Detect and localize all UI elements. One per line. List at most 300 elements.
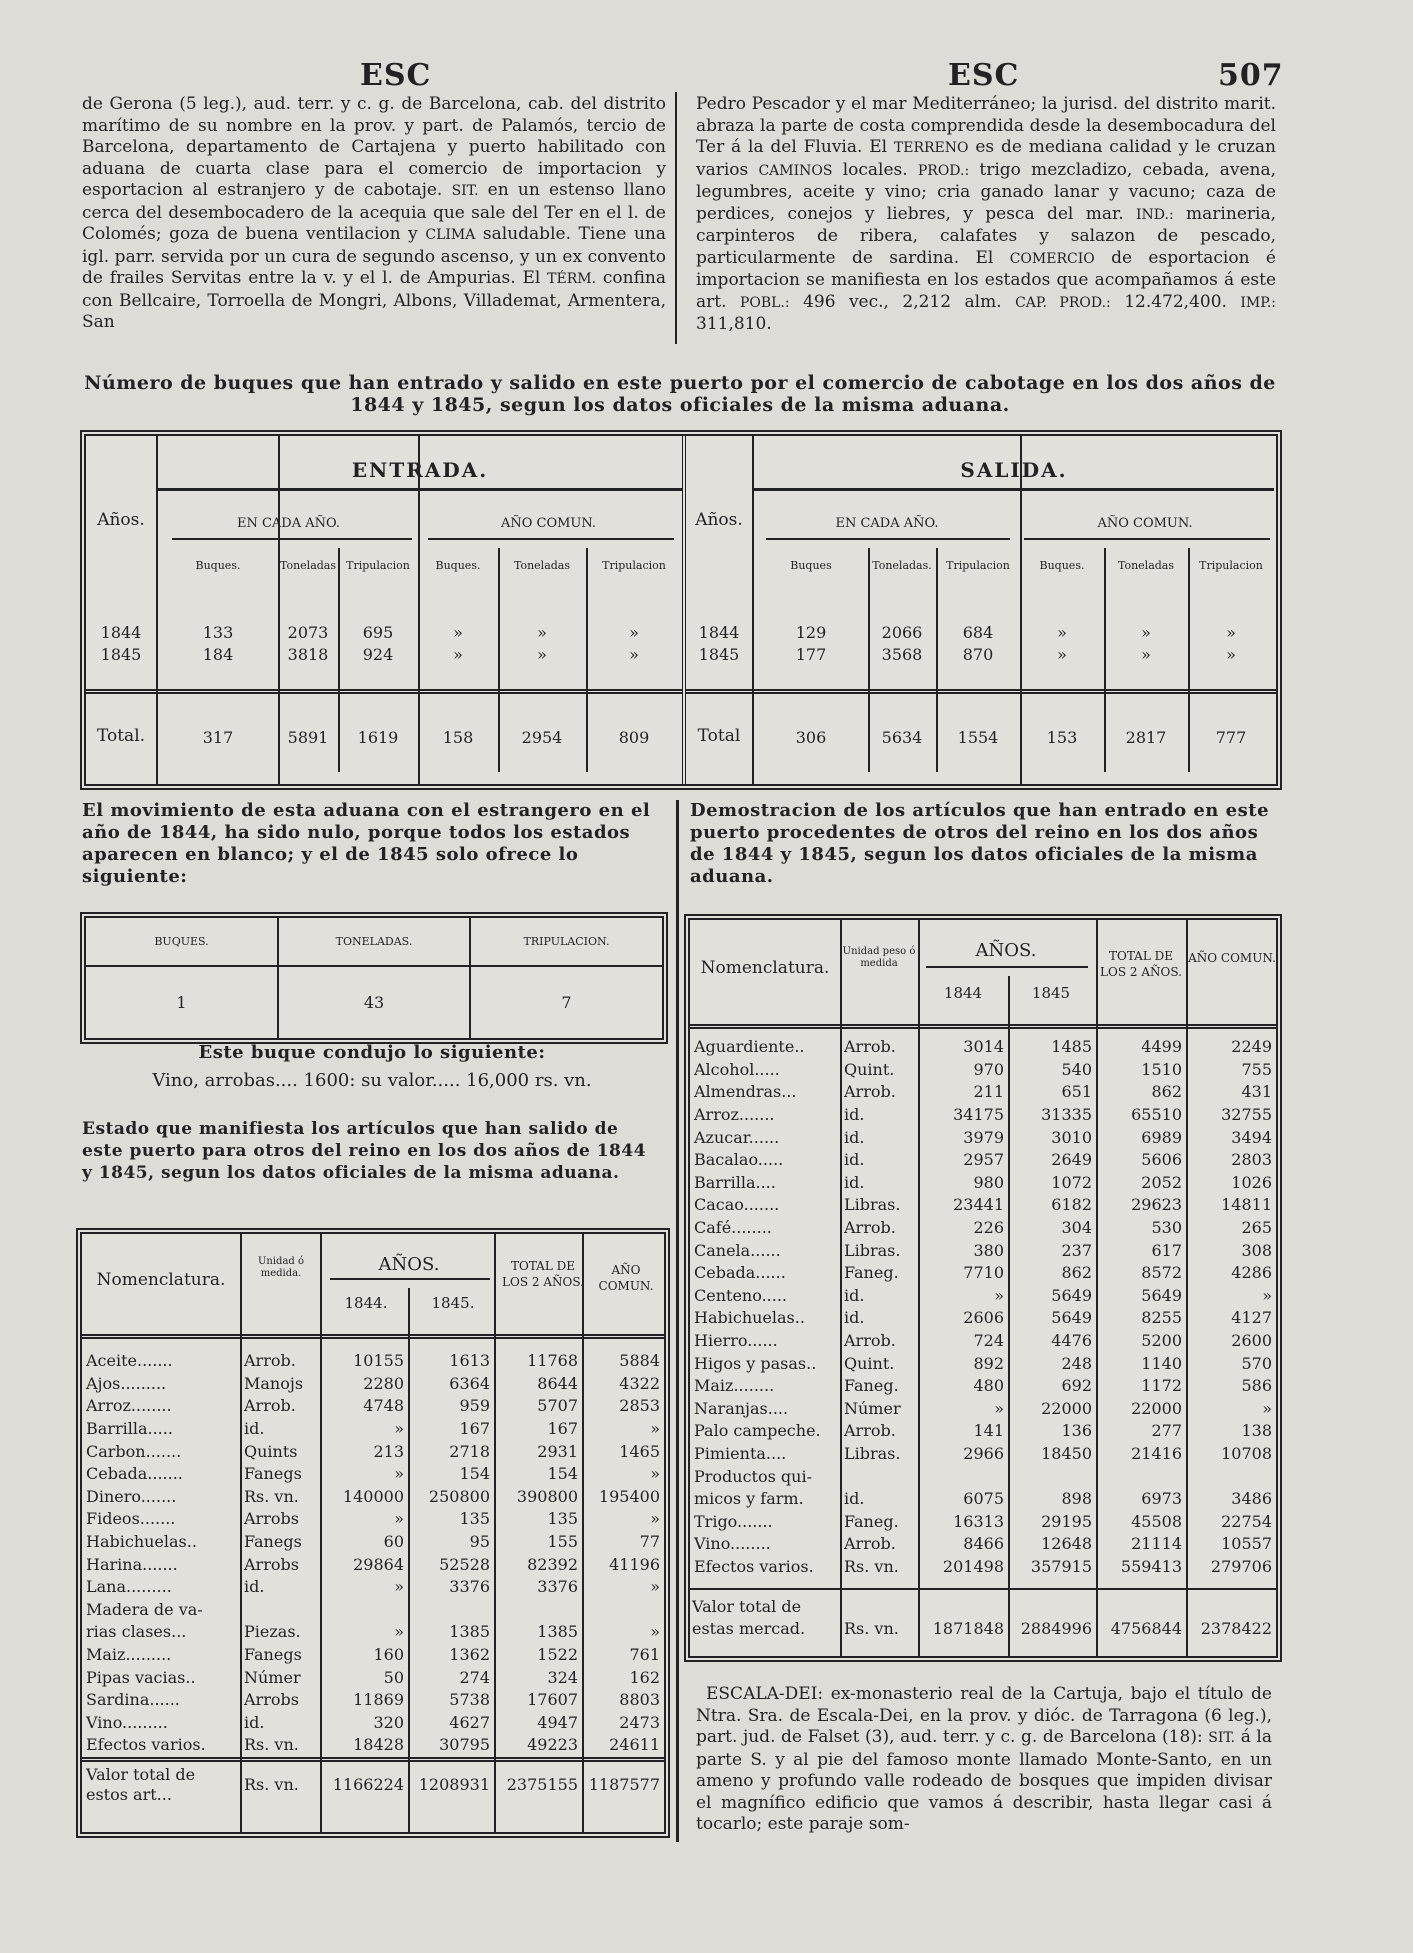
table-cell: » [453, 645, 463, 664]
value-cell: » [650, 1622, 660, 1642]
table-row [690, 1488, 1276, 1511]
table-cell: 684 [962, 623, 994, 642]
table-cell: 133 [202, 623, 234, 642]
value-cell: » [394, 1622, 404, 1642]
unit-cell: Faneg. [844, 1511, 899, 1531]
salidas-nomenclatura-header: Nomenclatura. [96, 1270, 226, 1290]
unit-cell: id. [844, 1285, 865, 1305]
unit-cell: Arrob. [244, 1351, 296, 1371]
value-cell: 21416 [1131, 1443, 1182, 1463]
toneladas-header: TONELADAS. [278, 918, 470, 966]
buques-value: 1 [86, 966, 278, 1038]
intro-text: 496 vec., 2,212 alm. [789, 291, 1016, 312]
table-row [690, 1059, 1276, 1082]
en-cada-ano-label-salida: EN CADA AÑO. [835, 516, 939, 531]
value-cell: 154 [547, 1464, 578, 1484]
table-cell: » [1226, 623, 1236, 642]
unit-cell: Arrob. [844, 1218, 896, 1238]
value-cell: 862 [1151, 1082, 1182, 1102]
item-name: Harina....... [86, 1554, 178, 1574]
table-row [690, 1239, 1276, 1262]
item-name: Vino........ [694, 1534, 771, 1554]
unit-cell: id. [844, 1105, 865, 1125]
value-cell [408, 1599, 494, 1622]
unit-cell: Quint. [844, 1353, 895, 1373]
unit-cell: id. [844, 1308, 865, 1328]
value-cell: 135 [459, 1509, 490, 1529]
value-cell: 898 [1061, 1489, 1092, 1509]
total-cell: 317 [202, 728, 234, 747]
item-name: Cebada....... [86, 1464, 183, 1484]
unit-cell: Faneg. [844, 1263, 899, 1283]
table-row [82, 1644, 664, 1667]
value-cell: 2249 [1231, 1037, 1272, 1057]
item-name: Ajos......... [86, 1373, 167, 1393]
year-cell: 1844 [100, 623, 142, 642]
value-cell: 390800 [516, 1486, 578, 1506]
value-cell [918, 1465, 1008, 1488]
intro-text: IMP.: [1240, 294, 1277, 311]
value-cell: 16313 [953, 1511, 1004, 1531]
table-row [690, 1443, 1276, 1466]
table-row [690, 1352, 1276, 1375]
item-name: Almendras... [694, 1082, 797, 1102]
column-header: Buques. [1039, 558, 1085, 572]
value-cell: 17607 [527, 1690, 578, 1710]
escala-dei-text: ESCALA-DEI: ex-monasterio real de la Cartuja, bajo el título de Ntra. Sra. de Escala-Dei, en la prov. y dióc. de Tarragona (6 leg.), part. jud. de Falset (3), aud. terr. y c. g. de Barcelona (18): [696, 1684, 1272, 1747]
value-cell: 2957 [963, 1150, 1004, 1170]
unit-cell: Arrob. [244, 1396, 296, 1416]
total-cell: 1208931 [408, 1759, 494, 1808]
table-row [82, 1599, 664, 1622]
total-cell: 5634 [881, 728, 923, 747]
value-cell: 1026 [1231, 1172, 1272, 1192]
value-cell: 31335 [1041, 1105, 1092, 1125]
salida-label: SALIDA. [960, 458, 1068, 482]
table-row [690, 1036, 1276, 1059]
value-cell: 1613 [449, 1351, 490, 1371]
unit-cell: Libras. [844, 1443, 901, 1463]
entrada-grid [158, 548, 682, 582]
item-name: Productos qui- [694, 1466, 812, 1486]
total-cell: Rs. vn. [240, 1759, 320, 1808]
value-cell: 2718 [449, 1441, 490, 1461]
value-cell: 160 [373, 1645, 404, 1665]
total-cell: 158 [442, 728, 474, 747]
buques-header: BUQUES. [86, 918, 278, 966]
value-cell: 530 [1151, 1218, 1182, 1238]
table-row [82, 1508, 664, 1531]
table-row [690, 1262, 1276, 1285]
column-header: Buques. [435, 558, 481, 572]
value-cell: 14811 [1221, 1195, 1272, 1215]
unit-cell: id. [844, 1150, 865, 1170]
value-cell: 135 [547, 1509, 578, 1529]
value-cell: 29195 [1041, 1511, 1092, 1531]
table-row [690, 1104, 1276, 1127]
value-cell: 167 [547, 1419, 578, 1439]
salidas-rows [82, 1350, 664, 1808]
unit-cell [840, 1465, 918, 1488]
table-row [690, 1172, 1276, 1195]
en-cada-ano-label: EN CADA AÑO. [236, 516, 341, 531]
entradas-total-label-2: estas mercad. [692, 1619, 806, 1638]
unit-cell: Arrobs [244, 1554, 299, 1574]
intro-left-column [82, 94, 666, 334]
intro-right-column [696, 94, 1276, 336]
total-cell: 1619 [357, 728, 399, 747]
table-row [82, 1553, 664, 1576]
value-cell: 10155 [353, 1351, 404, 1371]
value-cell: 10708 [1221, 1443, 1272, 1463]
value-cell: 21114 [1131, 1534, 1182, 1554]
intro-text: PROD.: [917, 162, 970, 179]
total-cell: 1187577 [582, 1759, 664, 1808]
total-cell: 2954 [521, 728, 563, 747]
item-name: Higos y pasas.. [694, 1353, 817, 1373]
table-cell: » [629, 623, 639, 642]
value-cell: 308 [1241, 1240, 1272, 1260]
value-cell: 320 [373, 1712, 404, 1732]
value-cell: » [994, 1398, 1004, 1418]
value-cell: 136 [1061, 1421, 1092, 1441]
entradas-anos-header: AÑOS. [975, 940, 1037, 961]
table-cell: 870 [962, 645, 994, 664]
value-cell: 11768 [527, 1351, 578, 1371]
table-row [690, 1149, 1276, 1172]
entrada-section [86, 436, 686, 784]
value-cell: 892 [973, 1353, 1004, 1373]
table-cell: » [1226, 645, 1236, 664]
item-name: Habichuelas.. [86, 1532, 197, 1552]
value-cell: 4127 [1231, 1308, 1272, 1328]
table-row [690, 1375, 1276, 1398]
table-cell: » [453, 623, 463, 642]
value-cell: 1385 [449, 1622, 490, 1642]
column-header: Buques. [195, 558, 241, 572]
value-cell: 138 [1241, 1421, 1272, 1441]
value-cell: 12648 [1041, 1534, 1092, 1554]
item-name: Efectos varios. [86, 1735, 206, 1755]
table-row [690, 1285, 1276, 1308]
table-cell: 3818 [287, 645, 329, 664]
table-row [690, 1510, 1276, 1533]
salida-section [686, 436, 1276, 784]
item-name: Pipas vacias.. [86, 1667, 196, 1687]
item-name: Sardina...... [86, 1690, 180, 1710]
table-row [82, 1395, 664, 1418]
total-cell: 5891 [287, 728, 329, 747]
table-row [158, 622, 682, 644]
table-row [82, 1440, 664, 1463]
table-row [690, 1533, 1276, 1556]
item-name: Madera de va- [86, 1599, 203, 1619]
value-cell: 60 [383, 1532, 404, 1552]
value-cell: 201498 [942, 1556, 1004, 1576]
item-name: Fideos....... [86, 1509, 176, 1529]
item-name: Arroz........ [86, 1396, 172, 1416]
value-cell: 5738 [449, 1690, 490, 1710]
value-cell: 980 [973, 1172, 1004, 1192]
value-cell: 1522 [537, 1645, 578, 1665]
table-cell: » [537, 645, 547, 664]
intro-text: IND.: [1136, 206, 1174, 223]
item-name: Cacao....... [694, 1195, 780, 1215]
entradas-total-label-1: Valor total de [692, 1597, 802, 1616]
value-cell: 141 [973, 1421, 1004, 1441]
item-name: Café........ [694, 1218, 772, 1238]
unit-cell: Manojs [244, 1373, 304, 1393]
value-cell: 431 [1241, 1082, 1272, 1102]
item-name: Carbon....... [86, 1441, 182, 1461]
column-header: Tripulacion [346, 558, 410, 572]
value-cell: 3979 [963, 1127, 1004, 1147]
total-cell: 2375155 [494, 1759, 582, 1808]
intro-text: Pedro Pescador y el mar Mediterráneo; la jurisd. del distrito marit. abraza la parte de costa comprendida desde la desembocadura del Ter á la del Fluvia. El [696, 94, 1276, 157]
table-cell: » [1141, 623, 1151, 642]
unit-cell: id. [244, 1577, 265, 1597]
table-row [754, 622, 1274, 644]
table-cell: 924 [362, 645, 394, 664]
table-row [82, 1621, 664, 1644]
item-name: Lana......... [86, 1577, 172, 1597]
value-cell: » [1262, 1398, 1272, 1418]
value-cell: 959 [459, 1396, 490, 1416]
value-cell: 211 [973, 1082, 1004, 1102]
total-salida-label: Total [697, 726, 741, 746]
value-cell: 2966 [963, 1443, 1004, 1463]
value-cell: 32755 [1221, 1105, 1272, 1125]
intro-text: es de mediana calidad y le cruzan varios [696, 137, 1276, 180]
table1-title: Número de buques que han entrado y salido en este puerto por el comercio de cabotage en los dos años de 1844 y 1845, segun los datos oficiales de la misma aduana. [84, 372, 1276, 416]
salidas-table [76, 1228, 670, 1838]
entradas-total-header: TOTAL DE LOS 2 AÑOS. [1100, 949, 1182, 979]
item-name: Azucar...... [694, 1127, 780, 1147]
table-cell: » [1141, 645, 1151, 664]
value-cell: 2606 [963, 1308, 1004, 1328]
page-number: 507 [1218, 58, 1284, 93]
value-cell: » [650, 1464, 660, 1484]
salida-grid [754, 548, 1274, 582]
column-divider [675, 92, 677, 344]
value-cell: 277 [1151, 1421, 1182, 1441]
value-cell: 559413 [1120, 1556, 1182, 1576]
value-cell: 1362 [449, 1645, 490, 1665]
value-cell: 6182 [1051, 1195, 1092, 1215]
value-cell: 2473 [619, 1712, 660, 1732]
value-cell: 4499 [1141, 1037, 1182, 1057]
ano-comun-label: AÑO COMUN. [500, 516, 597, 531]
salidas-y2-header: 1845. [431, 1294, 475, 1312]
header-left: ESC [360, 58, 432, 93]
column-header: Buques [790, 558, 832, 572]
escala-dei-paragraph [696, 1684, 1272, 1836]
unit-cell: Arrob. [844, 1082, 896, 1102]
intro-text: COMERCIO [1009, 250, 1095, 267]
table-row [82, 1712, 664, 1735]
total-cell: 777 [1215, 728, 1247, 747]
value-cell: 22754 [1221, 1511, 1272, 1531]
salidas-anos-header: AÑOS. [378, 1254, 440, 1275]
value-cell: 5200 [1141, 1331, 1182, 1351]
total-cell: 306 [795, 728, 827, 747]
value-cell: 250800 [428, 1486, 490, 1506]
column-header: Toneladas. [872, 558, 932, 572]
extranjero-title: El movimiento de esta aduana con el estrangero en el año de 1844, ha sido nulo, porque todos los estados aparecen en blanco; y el de 1845 solo ofrece lo siguiente: [82, 800, 651, 887]
intro-text: marineria, carpinteros de ribera, calafates y salazon de pescado, particularmente de sardina. El [696, 203, 1276, 268]
column-header: Tripulacion [1199, 558, 1263, 572]
intro-text: 311,810. [696, 314, 772, 334]
item-name: micos y farm. [694, 1489, 804, 1509]
intro-text: CAP. PROD.: [1015, 294, 1111, 311]
table-row [690, 1081, 1276, 1104]
value-cell: 480 [973, 1376, 1004, 1396]
item-name: Centeno..... [694, 1285, 787, 1305]
value-cell: 5649 [1141, 1285, 1182, 1305]
year-cell: 1844 [698, 623, 740, 642]
value-cell: 570 [1241, 1353, 1272, 1373]
value-cell: 6989 [1141, 1127, 1182, 1147]
value-cell: 4322 [619, 1373, 660, 1393]
year-cell: 1845 [698, 645, 740, 664]
ano-comun-label-salida: AÑO COMUN. [1097, 516, 1193, 531]
value-cell: 3010 [1051, 1127, 1092, 1147]
item-name: Pimienta.... [694, 1443, 787, 1463]
table-row [690, 1398, 1276, 1421]
year-cell: 1845 [100, 645, 142, 664]
salidas-y1-header: 1844. [344, 1294, 388, 1312]
value-cell: 274 [459, 1667, 490, 1687]
item-name: rias clases... [86, 1622, 187, 1642]
intro-text: SIT. [451, 183, 479, 199]
value-cell: 724 [973, 1331, 1004, 1351]
table-row [158, 644, 682, 666]
value-cell: 6364 [449, 1373, 490, 1393]
buque-line: Vino, arrobas.... 1600: su valor..... 16,000 rs. vn. [152, 1070, 592, 1091]
intro-text: 12.472,400. [1110, 291, 1241, 312]
cabotage-table [80, 430, 1282, 790]
unit-cell: id. [844, 1172, 865, 1192]
value-cell: 5649 [1051, 1308, 1092, 1328]
value-cell: 304 [1061, 1218, 1092, 1238]
item-name: Hierro...... [694, 1331, 778, 1351]
unit-cell: Númer [844, 1398, 901, 1418]
total-cell: Rs. vn. [844, 1619, 899, 1638]
unit-cell: Libras. [844, 1195, 901, 1215]
item-name: Dinero....... [86, 1486, 177, 1506]
extranjero-table [80, 912, 668, 1044]
value-cell: » [394, 1464, 404, 1484]
table-row [82, 1350, 664, 1373]
table-cell: 695 [362, 623, 394, 642]
value-cell: 140000 [342, 1486, 404, 1506]
value-cell: 1485 [1051, 1037, 1092, 1057]
value-cell: 82392 [527, 1554, 578, 1574]
value-cell: 324 [547, 1667, 578, 1687]
table-row [690, 1556, 1276, 1579]
item-name: Barrilla.... [694, 1172, 776, 1192]
unit-cell: Fanegs [244, 1532, 302, 1552]
item-name: Canela...... [694, 1240, 781, 1260]
value-cell: 2649 [1051, 1150, 1092, 1170]
value-cell: » [650, 1577, 660, 1597]
intro-text: CAMINOS [758, 162, 833, 179]
item-name: Alcohol..... [694, 1059, 780, 1079]
value-cell: 586 [1241, 1376, 1272, 1396]
total-cell: 2884996 [1020, 1619, 1092, 1638]
entradas-comun-header: AÑO COMUN. [1188, 951, 1276, 965]
intro-text: locales. [832, 159, 918, 180]
value-cell: 6973 [1141, 1489, 1182, 1509]
value-cell: 22000 [1041, 1398, 1092, 1418]
table-cell: 3568 [881, 645, 923, 664]
column-header: Toneladas [513, 558, 571, 572]
value-cell: 1465 [619, 1441, 660, 1461]
value-cell: » [394, 1509, 404, 1529]
unit-cell: id. [844, 1127, 865, 1147]
value-cell: 10557 [1221, 1534, 1272, 1554]
value-cell: 5606 [1141, 1150, 1182, 1170]
value-cell: 265 [1241, 1218, 1272, 1238]
value-cell: 162 [629, 1667, 660, 1687]
column-header: Toneladas [279, 558, 337, 572]
table-cell: » [1057, 623, 1067, 642]
entradas-y1-header: 1844 [943, 984, 983, 1002]
entradas-table [684, 914, 1282, 1662]
value-cell: 22000 [1131, 1398, 1182, 1418]
total-cell: 153 [1046, 728, 1078, 747]
entradas-unidad-header: Unidad peso ó medida [842, 946, 916, 969]
table-row [690, 1307, 1276, 1330]
value-cell: 1385 [537, 1622, 578, 1642]
table-row [690, 1217, 1276, 1240]
value-cell: 4286 [1231, 1263, 1272, 1283]
unit-cell: Rs. vn. [844, 1556, 899, 1576]
tripulacion-header: TRIPULACION. [523, 935, 610, 948]
value-cell: 8466 [963, 1534, 1004, 1554]
item-name: Maiz........ [694, 1376, 775, 1396]
unit-cell: Arrob. [844, 1037, 896, 1057]
unit-cell: Quints [244, 1441, 298, 1461]
total-entrada-label: Total. [96, 726, 146, 746]
value-cell: 6075 [963, 1489, 1004, 1509]
value-cell: 2600 [1231, 1331, 1272, 1351]
table-row [754, 644, 1274, 666]
unit-cell: id. [844, 1489, 865, 1509]
value-cell: 77 [639, 1532, 660, 1552]
unit-cell: id. [244, 1712, 265, 1732]
value-cell: 195400 [598, 1486, 660, 1506]
value-cell: 3376 [537, 1577, 578, 1597]
header-center: ESC [948, 58, 1020, 93]
value-cell: 49223 [527, 1735, 578, 1755]
entradas-title: Demostracion de los artículos que han entrado en este puerto procedentes de otros del reino en los dos años de 1844 y 1845, segun los datos oficiales de la misma aduana. [690, 800, 1270, 887]
value-cell: 154 [459, 1464, 490, 1484]
table-cell: 2073 [287, 623, 329, 642]
value-cell: 34175 [953, 1105, 1004, 1125]
table-row [82, 1418, 664, 1441]
item-name: Arroz....... [694, 1105, 775, 1125]
value-cell: 357915 [1030, 1556, 1092, 1576]
item-name: Barrilla..... [86, 1419, 173, 1439]
value-cell: 29864 [353, 1554, 404, 1574]
value-cell: 18428 [353, 1735, 404, 1755]
item-name: Vino......... [86, 1712, 168, 1732]
item-name: Efectos varios. [694, 1556, 814, 1576]
unit-cell: Arrobs [244, 1690, 299, 1710]
salidas-comun-header: AÑO COMUN. [598, 1263, 654, 1293]
table-row [690, 1420, 1276, 1443]
